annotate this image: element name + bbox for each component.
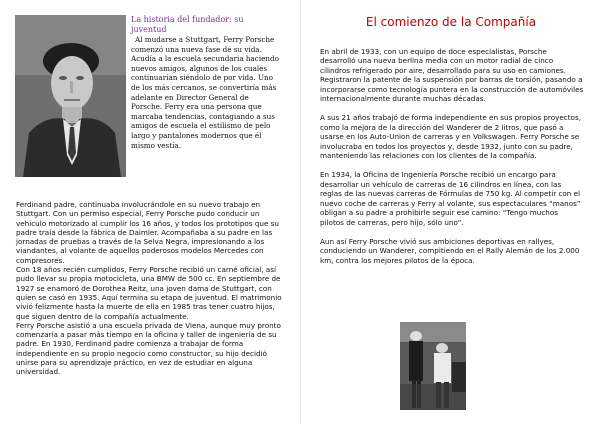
- right-paragraph-3: En 1934, la Oficina de Ingeniería Porsche recibió un encargo para desarrollar un vehículo de carreras de 16 cilindros en línea, con las reglas de las nuevas carreras de Fórmulas de 750 kg. Al competir con el nuevo coche de carreras y Ferry al volante, sus espectaculares “manos” obligan a su padre a prohibirle seguir ese camino: “Tengo muchos pilotos de carreras, pero hijo, sólo uno”.: [320, 170, 581, 227]
- section-title: El comienzo de la Compañía: [365, 15, 537, 29]
- right-paragraph-4: Aun así Ferry Porsche vivió sus ambiciones deportivas en rallyes, conduciendo un Wanderer, compitiendo en el Rally Alemán de los 2.000 km, contra los mejores pilotos de la época.: [320, 236, 580, 265]
- right-body-text: [320, 47, 584, 275]
- page-fold: [300, 0, 301, 424]
- rally-photo: [400, 322, 466, 410]
- left-paragraph-2: Con 18 años recién cumplidos, Ferry Porsche recibió un carné oficial, así pudo llevar su propia motocicleta, una BMW de 500 cc. En septiembre de 1927 se enamoró de Dorothea Reitz, una joven dama de Stuttgart, con quien se casó en 1935. Aquí termina su etapa de juventud. El matrimonio vivió felizmente hasta la muerte de ella en 1985 tras tener cuatro hijos, que siguen dentro de la compañía actualmente.: [16, 265, 282, 321]
- sidebar-text: [131, 15, 281, 150]
- left-paragraph-1: Ferdinand padre, continuaba involucrándole en su nuevo trabajo en Stuttgart. Con un permiso especial, Ferry Porsche pudo conducir un vehículo motorizado al cumplir los 16 años, y todos los prototipos que su padre traía desde la fábrica de Daimler. Acompañaba a su padre en las jornadas de pruebas a través de la Selva Negra, impresionando a los viandantes, al volante de aquellos poderosos modelos Mercedes con compresores.: [16, 200, 279, 265]
- sidebar-title: La historia del fundador: su juventud: [131, 15, 244, 34]
- left-body-text: [16, 200, 288, 377]
- left-paragraph-3: Ferry Porsche asistió a una escuela privada de Viena, aunque muy pronto comenzaría a pasar más tiempo en la oficina y taller de ingeniería de su padre. En 1930, Ferdinand padre comienza a trabajar de forma independiente en su propio negocio como constructor, su hijo decidió unirse para su aprendizaje práctico, en vez de estudiar en alguna universidad.: [16, 320, 281, 377]
- portrait-photo: [15, 15, 126, 177]
- sidebar-paragraph: Al mudarse a Stuttgart, Ferry Porsche comenzó una nueva fase de su vida. Acudía a la escuela secundaria haciendo nuevos amigos, algunos de los cuales continuarían siéndolo de por vida. Uno de los más cercanos, se convertiría más adelante en Director General de Porsche. Ferry era una persona que marcaba tendencias, contagiando a sus amigos de escuela el estilismo de pelo largo y pantalones modernos que él mismo vestía.: [131, 35, 279, 150]
- right-paragraph-2: A sus 21 años trabajó de forma independiente en sus propios proyectos, como la mejora de la dirección del Wanderer de 2 litros, que pasó a usarse en los Auto-Union de carreras y en Volkswagen. Ferry Porsche se involucraba en todos los proyectos y, desde 1932, junto con su padre, manteniendo las relaciones con los clientes de la compañía.: [320, 113, 581, 161]
- right-paragraph-1: En abril de 1933, con un equipo de doce especialistas, Porsche desarrolló una nueva berlina media con un motor radial de cinco cilindros refrigerado por aire, desarrollado para su uso en camiones. Registraron la patente de la suspensión por barras de torsión, pasando a incorporarse como tecnología puntera en la construcción de automóviles internacionalmente durante muchas décadas.: [320, 47, 584, 104]
